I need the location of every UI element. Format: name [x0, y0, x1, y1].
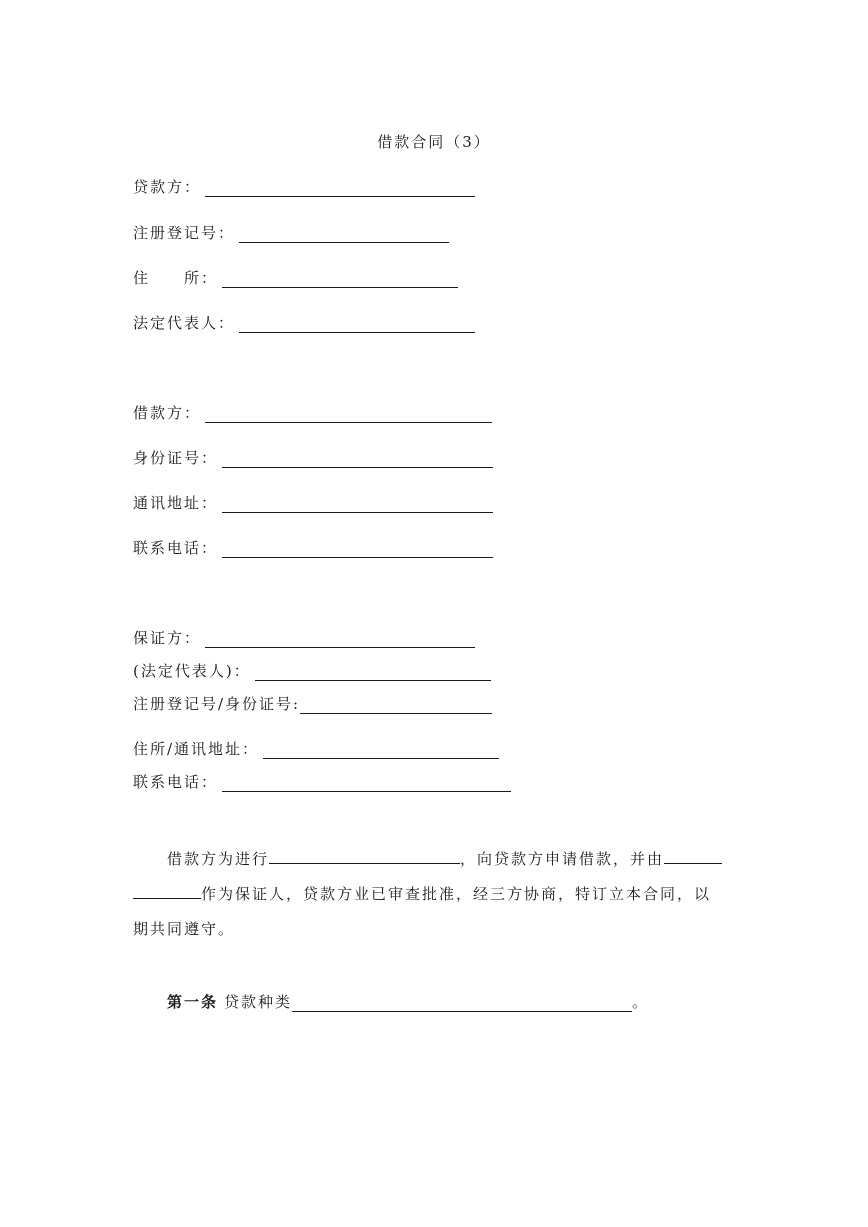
lender-address-field: [133, 266, 458, 288]
lender-reg-label: 注册登记号：: [133, 224, 236, 242]
preamble-text-3: 作为保证人，贷款方业已审查批准，经三方协商，特订立本合同，以: [201, 885, 712, 903]
preamble-line-2: [133, 877, 738, 912]
borrower-address-field: [133, 491, 493, 513]
purpose-blank[interactable]: [269, 845, 460, 864]
guarantor-name-field: [133, 626, 475, 648]
guarantor-phone-blank[interactable]: [222, 773, 511, 792]
guarantor-reg-blank[interactable]: [300, 695, 492, 714]
lender-name-label: 贷款方：: [133, 178, 202, 196]
lender-address-label: 住 所：: [133, 269, 219, 287]
guarantor-phone-field: [133, 770, 511, 792]
lender-reg-blank[interactable]: [239, 224, 449, 243]
lender-reg-field: [133, 221, 449, 243]
loan-type-blank[interactable]: [292, 993, 632, 1012]
document-title: 借款合同（3）: [377, 133, 491, 151]
lender-rep-blank[interactable]: [239, 314, 475, 333]
lender-name-blank[interactable]: [205, 178, 475, 197]
borrower-id-blank[interactable]: [222, 449, 493, 468]
guarantor-rep-field: [133, 659, 491, 681]
guarantor-address-field: [133, 737, 499, 759]
guarantor-rep-label: (法定代表人)：: [133, 662, 251, 680]
guarantor-reg-label: 注册登记号/身份证号:: [133, 695, 301, 713]
preamble-text-1: 借款方为进行: [167, 850, 270, 868]
borrower-name-blank[interactable]: [205, 404, 492, 423]
guarantor-name-blank[interactable]: [205, 629, 475, 648]
lender-rep-field: [133, 311, 475, 333]
borrower-phone-blank[interactable]: [222, 539, 493, 558]
article-1-end: 。: [632, 993, 650, 1011]
guarantor-phone-label: 联系电话：: [133, 773, 219, 791]
guarantor-address-label: 住所/通讯地址：: [133, 740, 260, 758]
lender-address-blank[interactable]: [222, 269, 458, 288]
article-1: [167, 990, 649, 1012]
guarantor-reg-field: [133, 692, 492, 714]
borrower-address-blank[interactable]: [222, 494, 493, 513]
preamble-line-1: [133, 842, 738, 877]
borrower-phone-field: [133, 536, 493, 558]
preamble-text-2: ，向贷款方申请借款，并由: [460, 850, 665, 868]
preamble-paragraph: [133, 842, 738, 947]
guarantor-rep-blank[interactable]: [255, 662, 491, 681]
lender-name-field: [133, 175, 475, 197]
preamble-line-3: [133, 912, 738, 947]
lender-rep-label: 法定代表人：: [133, 314, 236, 332]
borrower-id-label: 身份证号：: [133, 449, 219, 467]
guarantor-address-blank[interactable]: [263, 740, 499, 759]
preamble-text-4: 期共同遵守。: [133, 920, 236, 938]
borrower-name-field: [133, 401, 492, 423]
article-1-text: 贷款种类: [224, 993, 293, 1011]
borrower-name-label: 借款方：: [133, 404, 202, 422]
article-1-heading: 第一条: [167, 993, 219, 1011]
borrower-id-field: [133, 446, 493, 468]
borrower-address-label: 通讯地址：: [133, 494, 219, 512]
guarantor-name-label: 保证方：: [133, 629, 202, 647]
guarantor-blank-b[interactable]: [133, 880, 201, 899]
borrower-phone-label: 联系电话：: [133, 539, 219, 557]
guarantor-blank-a[interactable]: [664, 845, 722, 864]
